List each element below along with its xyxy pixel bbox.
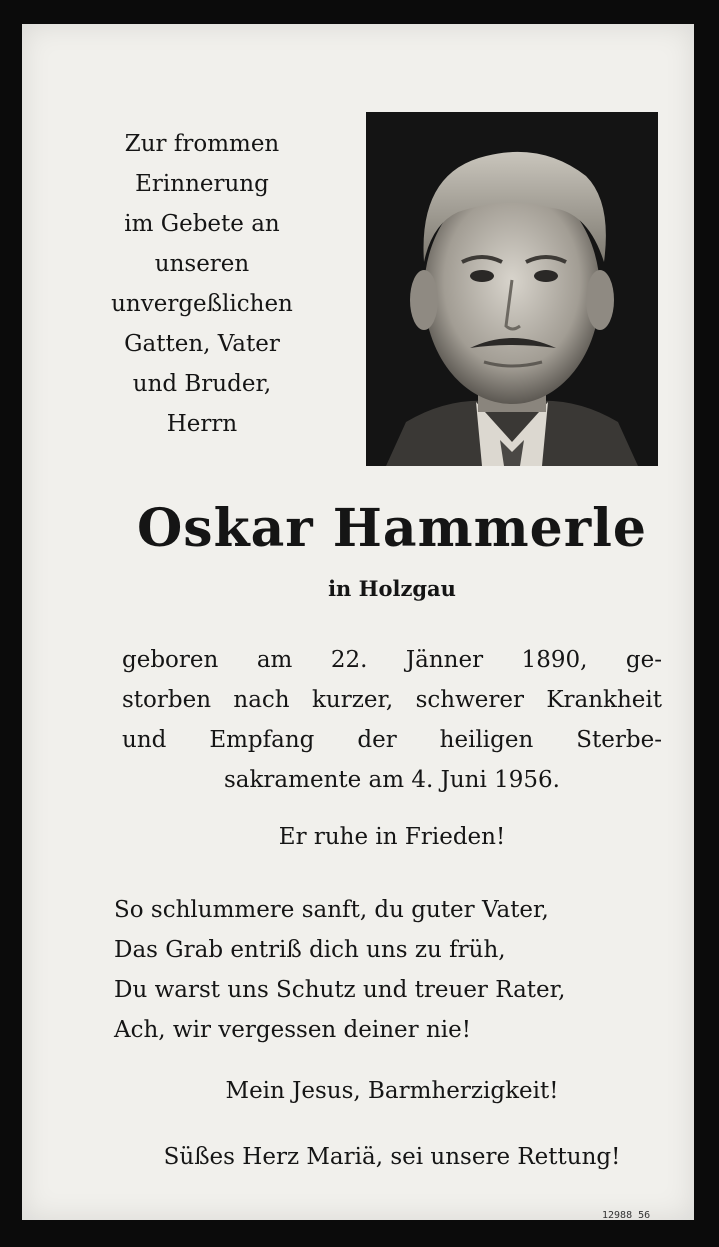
biography-line: geboren am 22. Jänner 1890, ge-: [122, 647, 662, 673]
dedication-text: [82, 124, 322, 444]
dedication-line: im Gebete an: [124, 211, 280, 237]
dedication-line: Erinnerung: [135, 171, 269, 197]
poem-line: So schlummere sanft, du guter Vater,: [114, 897, 549, 923]
dedication-line: Gatten, Vater: [124, 331, 280, 357]
dedication-line: Zur frommen: [124, 131, 280, 157]
poem-line: Ach, wir vergessen deiner nie!: [114, 1017, 471, 1043]
biography-text: [122, 640, 662, 800]
portrait-icon: [366, 112, 658, 466]
dedication-line: Herrn: [166, 411, 238, 437]
biography-line: sakramente am 4. Juni 1956.: [223, 767, 560, 793]
poem-line: Das Grab entriß dich uns zu früh,: [114, 937, 506, 963]
poem-text: [114, 890, 674, 1050]
memorial-card: [22, 24, 694, 1220]
dedication-line: und Bruder,: [132, 371, 272, 397]
place-name: in Holzgau: [328, 576, 456, 601]
biography-line: und Empfang der heiligen Sterbe-: [122, 727, 662, 753]
prayer-mary: Süßes Herz Mariä, sei unsere Rettung!: [163, 1144, 621, 1170]
prayer-jesus: Mein Jesus, Barmherzigkeit!: [225, 1078, 559, 1104]
deceased-name: Oskar Hammerle: [137, 498, 647, 559]
rest-in-peace-text: Er ruhe in Frieden!: [278, 824, 506, 850]
poem-line: Du warst uns Schutz und treuer Rater,: [114, 977, 566, 1003]
dedication-line: unvergeßlichen: [111, 291, 293, 317]
biography-line: storben nach kurzer, schwerer Krankheit: [122, 687, 662, 713]
print-number: 12988 56: [602, 1210, 651, 1221]
portrait-photo: [366, 112, 658, 466]
dedication-line: unseren: [154, 251, 250, 277]
